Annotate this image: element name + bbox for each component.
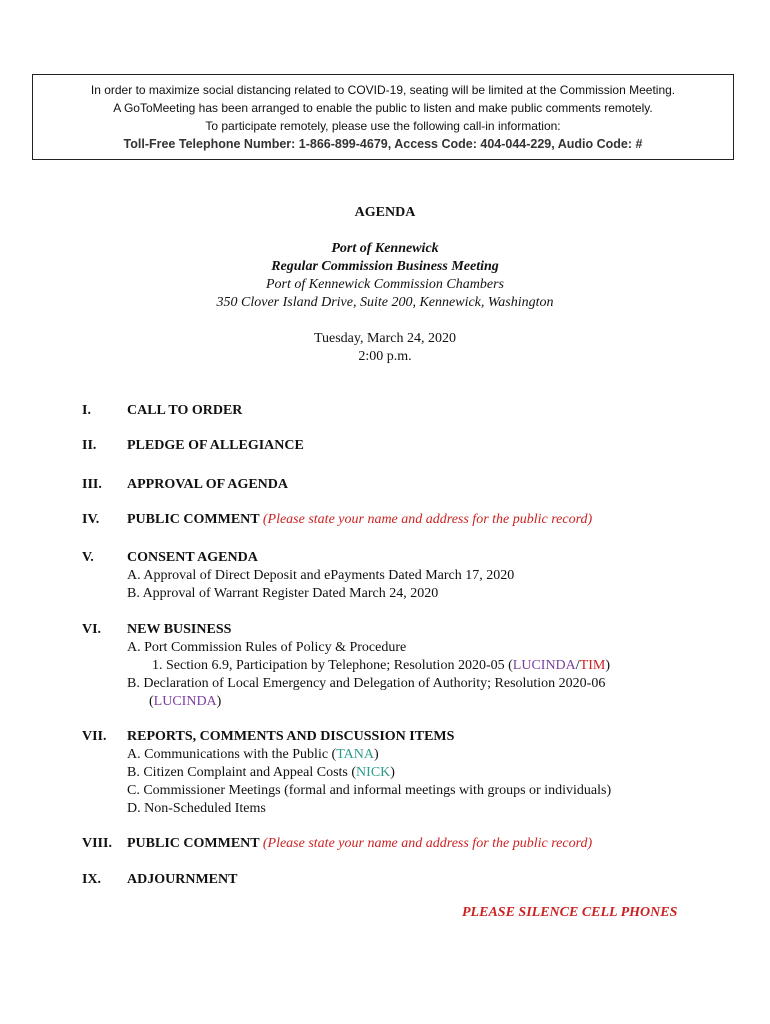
item-title: PUBLIC COMMENT [127, 512, 260, 527]
notice-line-2: A GoToMeeting has been arranged to enable the public to listen and make public comments remotely. [113, 101, 653, 115]
item-number: V. [82, 550, 94, 565]
presenter-tana: TANA [336, 747, 374, 762]
address: 350 Clover Island Drive, Suite 200, Kennewick, Washington [216, 295, 554, 310]
covid-notice-box [32, 74, 734, 160]
sub-item-b-presenter: (LUCINDA) [149, 694, 222, 709]
presenter-lucinda: LUCINDA [512, 658, 576, 673]
sub-item-a: A. Communications with the Public (TANA) [127, 747, 379, 762]
meeting-name: Regular Commission Business Meeting [271, 259, 499, 274]
sub-item-b: B. Citizen Complaint and Appeal Costs (NICK) [127, 765, 395, 780]
item-number: II. [82, 438, 97, 453]
presenter-nick: NICK [356, 765, 391, 780]
item-note: (Please state your name and address for the public record) [262, 512, 593, 527]
sub-item-a: A. Port Commission Rules of Policy & Procedure [127, 640, 407, 655]
sub-item-b: B. Declaration of Local Emergency and Delegation of Authority; Resolution 2020-06 [127, 676, 606, 691]
item-number: III. [82, 477, 102, 492]
silence-phones-notice: PLEASE SILENCE CELL PHONES [462, 905, 678, 920]
notice-line-1: In order to maximize social distancing related to COVID-19, seating will be limited at the Commission Meeting. [90, 83, 676, 97]
item-number: I. [82, 403, 91, 418]
item-number: VI. [82, 622, 102, 637]
sub-item-d: D. Non-Scheduled Items [127, 801, 266, 816]
item-title: CONSENT AGENDA [127, 550, 258, 565]
venue: Port of Kennewick Commission Chambers [266, 277, 504, 292]
sub-item-b: B. Approval of Warrant Register Dated March 24, 2020 [127, 586, 439, 601]
item-title: APPROVAL OF AGENDA [127, 477, 289, 492]
meeting-date: Tuesday, March 24, 2020 [313, 331, 457, 346]
item-title: REPORTS, COMMENTS AND DISCUSSION ITEMS [127, 729, 455, 744]
item-title: PUBLIC COMMENT [127, 836, 260, 851]
notice-phone: Toll-Free Telephone Number: 1-866-899-4679, Access Code: 404-044-229, Audio Code: # [123, 137, 643, 151]
org-name: Port of Kennewick [331, 241, 439, 256]
item-number: VII. [82, 729, 107, 744]
item-number: VIII. [82, 836, 112, 851]
sub-item-c: C. Commissioner Meetings (formal and informal meetings with groups or individuals) [127, 783, 612, 798]
meeting-time: 2:00 p.m. [358, 349, 412, 364]
item-title: NEW BUSINESS [127, 622, 232, 637]
presenter-tim: TIM [579, 658, 606, 673]
item-note: (Please state your name and address for the public record) [262, 836, 593, 851]
notice-line-3: To participate remotely, please use the following call-in information: [205, 119, 561, 133]
sub-item-a: A. Approval of Direct Deposit and ePayments Dated March 17, 2020 [127, 568, 515, 583]
sub-item-a1: 1. Section 6.9, Participation by Telephone; Resolution 2020-05 (LUCINDA/TIM) [152, 658, 611, 673]
item-number: IX. [82, 872, 102, 887]
item-title: CALL TO ORDER [127, 403, 243, 418]
item-number: IV. [82, 512, 100, 527]
presenter-lucinda: LUCINDA [153, 694, 217, 709]
agenda-heading: AGENDA [354, 205, 416, 220]
item-title: PLEDGE OF ALLEGIANCE [127, 438, 304, 453]
item-title: ADJOURNMENT [127, 872, 238, 887]
